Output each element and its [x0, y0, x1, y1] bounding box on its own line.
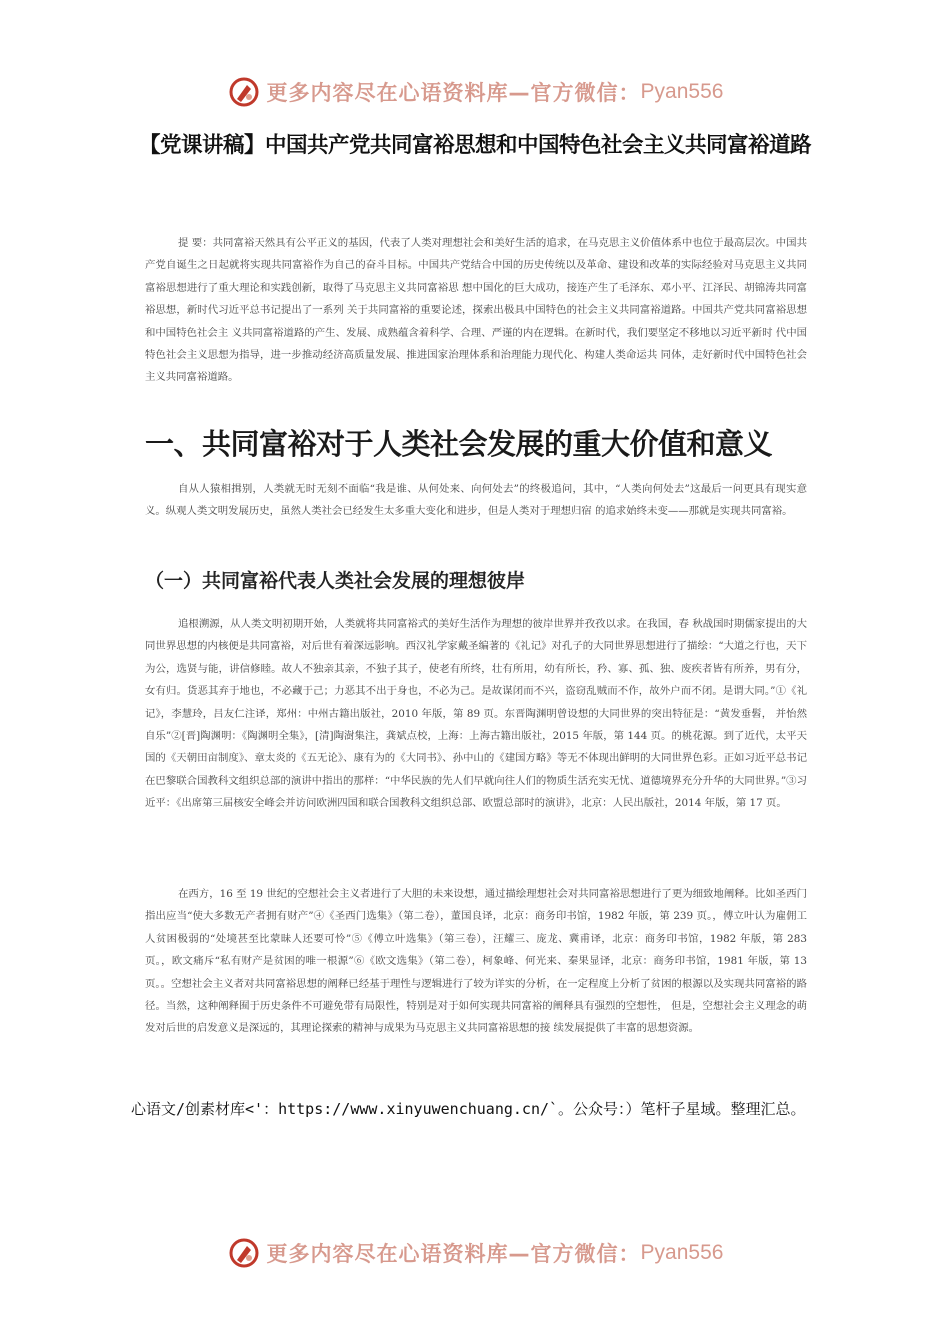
subsection-heading-1: （一）共同富裕代表人类社会发展的理想彼岸: [145, 570, 526, 592]
banner-text: 更多内容尽在心语资料库—官方微信：: [266, 81, 641, 105]
body-paragraph-1: 自从人猿相揖别，人类就无时无刻不面临“我是谁、从何处来、向何处去”的终极追问，其中，“人类向何处去”这最后一问更具有现实意义。纵观人类文明发展历史，虽然人类社会已经发生太多重大变化和进步，但是人类对于理想归宿 的追求始终未变——那就是实现共同富裕。: [145, 483, 807, 518]
logo-icon: [227, 75, 261, 109]
header-banner: [0, 70, 950, 114]
banner-text: 更多内容尽在心语资料库—官方微信：: [266, 1242, 641, 1266]
banner-wechat-id: Pyan556: [640, 1241, 724, 1264]
banner-wechat-id: Pyan556: [640, 80, 724, 103]
body-paragraph-2: 追根溯源，从人类文明初期开始，人类就将共同富裕式的美好生活作为理想的彼岸世界并孜孜以求。在我国，春 秋战国时期儒家提出的大同世界思想的内核便是共同富裕，对后世有着深远影响。西汉礼学家戴圣编著的《礼记》对孔子的大同世界思想进行了描绘：“大道之行也，天下为公，选贤与能，讲信修睦。故人不独亲其亲，不独子其子，使老有所终，壮有所用，幼有所长，矜、寡、孤、独、废疾者皆有所养，男有分，女有归。货恶其弃于地也，不必藏于己；力恶其不出于身也，不必为己。是故谋闭而不兴，盗窃乱贼而不作，故外户而不闭。是谓大同。”①《礼记》，李慧玲，吕友仁注译，郑州：中州古籍出版社，2010 年版，第 89 页。东晋陶渊明曾设想的大同世界的突出特征是：“黄发垂髫， 并怡然自乐”②[晋]陶渊明：《陶渊明全集》，[清]陶澍集注，龚斌点校，上海：上海古籍出版社，2015 年版，第 144 页。的桃花源。到了近代，太平天国的《天朝田亩制度》、章太炎的《五无论》、康有为的《大同书》、孙中山的《建国方略》等无不体现出鲜明的大同世界色彩。正如习近平总书记在巴黎联合国教科文组织总部的演讲中指出的那样：“中华民族的先人们早就向往人们的物质生活充实无忧、道德境界充分升华的大同世界。”③习近平：《出席第三届核安全峰会并访问欧洲四国和联合国教科文组织总部、欧盟总部时的演讲》，北京：人民出版社，2014 年版，第 17 页。: [145, 618, 807, 810]
source-note: 心语文/创素材库<'：https://www.xinyuwenchuang.cn/`。公众号：）笔杆子星域。整理汇总。: [131, 1100, 806, 1118]
footer-banner: [0, 1231, 950, 1275]
abstract-paragraph: 提 要：共同富裕天然具有公平正义的基因，代表了人类对理想社会和美好生活的追求，在马克思主义价值体系中也位于最高层次。中国共产党自诞生之日起就将实现共同富裕作为自己的奋斗目标。中国共产党结合中国的历史传统以及革命、建设和改革的实际经验对马克思主义共同富裕思想进行了重大理论和实践创新，取得了马克思主义共同富裕思 想中国化的巨大成功，接连产生了毛泽东、邓小平、江泽民、胡锦涛共同富裕思想，新时代习近平总书记提出了一系列 关于共同富裕的重要论述，探索出极具中国特色的社会主义共同富裕道路。中国共产党共同富裕思想和中国特色社会主 义共同富裕道路的产生、发展、成熟蕴含着科学、合理、严谨的内在逻辑。在新时代，我们要坚定不移地以习近平新时 代中国特色社会主义思想为指导，进一步推动经济高质量发展、推进国家治理体系和治理能力现代化、构建人类命运共 同体，走好新时代中国特色社会主义共同富裕道路。: [145, 237, 807, 384]
document-title: 【党课讲稿】中国共产党共同富裕思想和中国特色社会主义共同富裕道路: [138, 133, 811, 158]
section-heading-1: 一、共同富裕对于人类社会发展的重大价值和意义: [145, 427, 773, 461]
body-paragraph-3: 在西方，16 至 19 世纪的空想社会主义者进行了大胆的未来设想，通过描绘理想社会对共同富裕思想进行了更为细致地阐释。比如圣西门指出应当“使大多数无产者拥有财产”④《圣西门选集》（第二卷），董国良译，北京：商务印书馆，1982 年版，第 239 页。，傅立叶认为雇佣工人贫困极弱的“处境甚至比蒙昧人还要可怜”⑤《傅立叶选集》（第三卷），汪耀三、庞龙、冀甫译，北京：商务印书馆，1982 年版，第 283 页。，欧文痛斥“私有财产是贫困的唯一根源”⑥《欧文选集》（第二卷），柯象峰、何光来、秦果显译，北京：商务印书馆，1981 年版，第 13 页。。空想社会主义者对共同富裕思想的阐释已经基于理性与逻辑进行了较为详实的分析，在一定程度上分析了贫困的根源以及实现共同富裕的路径。当然，这种阐释囿于历史条件不可避免带有局限性，特别是对于如何实现共同富裕的阐释具有强烈的空想性， 但是，空想社会主义理念的萌发对后世的启发意义是深远的，其理论探索的精神与成果为马克思主义共同富裕思想的接 续发展提供了丰富的思想资源。: [145, 888, 807, 1035]
logo-icon: [227, 1236, 261, 1270]
